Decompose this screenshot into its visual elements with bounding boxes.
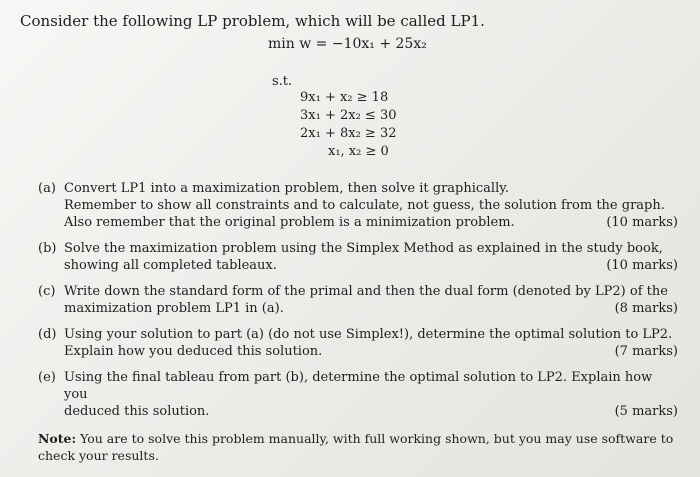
note-label: Note: bbox=[38, 431, 77, 446]
part-e-line-2: deduced this solution. bbox=[64, 404, 210, 419]
part-a-line-2: Remember to show all constraints and to calculate, not guess, the solution from the graph. bbox=[64, 198, 665, 213]
part-c-marks: (8 marks) bbox=[614, 301, 678, 316]
constraint-list bbox=[300, 89, 396, 161]
part-d-line-1: Using your solution to part (a) (do not use Simplex!), determine the optimal solution to LP2. bbox=[64, 327, 673, 342]
part-e-line-1: Using the final tableau from part (b), determine the optimal solution to LP2. Explain how you bbox=[64, 370, 653, 402]
note-paragraph bbox=[38, 430, 678, 464]
part-a bbox=[38, 180, 678, 231]
part-c-label: (c) bbox=[38, 284, 56, 299]
part-d-label: (d) bbox=[38, 327, 57, 342]
part-c bbox=[38, 283, 678, 317]
part-a-label: (a) bbox=[38, 181, 56, 196]
part-b-marks: (10 marks) bbox=[606, 258, 678, 273]
question-parts bbox=[38, 180, 678, 429]
part-c-line-1: Write down the standard form of the primal and then the dual form (denoted by LP2) of the bbox=[64, 284, 668, 299]
part-e-marks: (5 marks) bbox=[614, 404, 678, 419]
constraint-1: 9x₁ + x₂ ≥ 18 bbox=[300, 90, 389, 105]
part-b-line-1: Solve the maximization problem using the Simplex Method as explained in the study book, bbox=[64, 241, 663, 256]
part-b-line-2: showing all completed tableaux. bbox=[64, 258, 277, 273]
nonnegativity-constraint: x₁, x₂ ≥ 0 bbox=[328, 144, 389, 159]
part-a-marks: (10 marks) bbox=[606, 215, 678, 230]
part-d-marks: (7 marks) bbox=[614, 344, 678, 359]
part-b-label: (b) bbox=[38, 241, 57, 256]
part-a-line-1: Convert LP1 into a maximization problem, then solve it graphically. bbox=[64, 181, 509, 196]
part-a-line-3: Also remember that the original problem is a minimization problem. bbox=[64, 215, 515, 230]
part-e bbox=[38, 369, 678, 420]
part-c-line-2: maximization problem LP1 in (a). bbox=[64, 301, 284, 316]
problem-intro: Consider the following LP problem, which will be called LP1. bbox=[20, 12, 485, 30]
note-text: You are to solve this problem manually, with full working shown, but you may use software to check your results. bbox=[38, 431, 674, 463]
part-d bbox=[38, 326, 678, 360]
constraint-2: 3x₁ + 2x₂ ≤ 30 bbox=[300, 108, 397, 123]
part-b bbox=[38, 240, 678, 274]
constraint-3: 2x₁ + 8x₂ ≥ 32 bbox=[300, 126, 397, 141]
subject-to-label: s.t. bbox=[272, 74, 293, 89]
part-d-line-2: Explain how you deduced this solution. bbox=[64, 344, 323, 359]
part-e-label: (e) bbox=[38, 370, 56, 385]
objective-function: min w = −10x₁ + 25x₂ bbox=[268, 36, 427, 52]
